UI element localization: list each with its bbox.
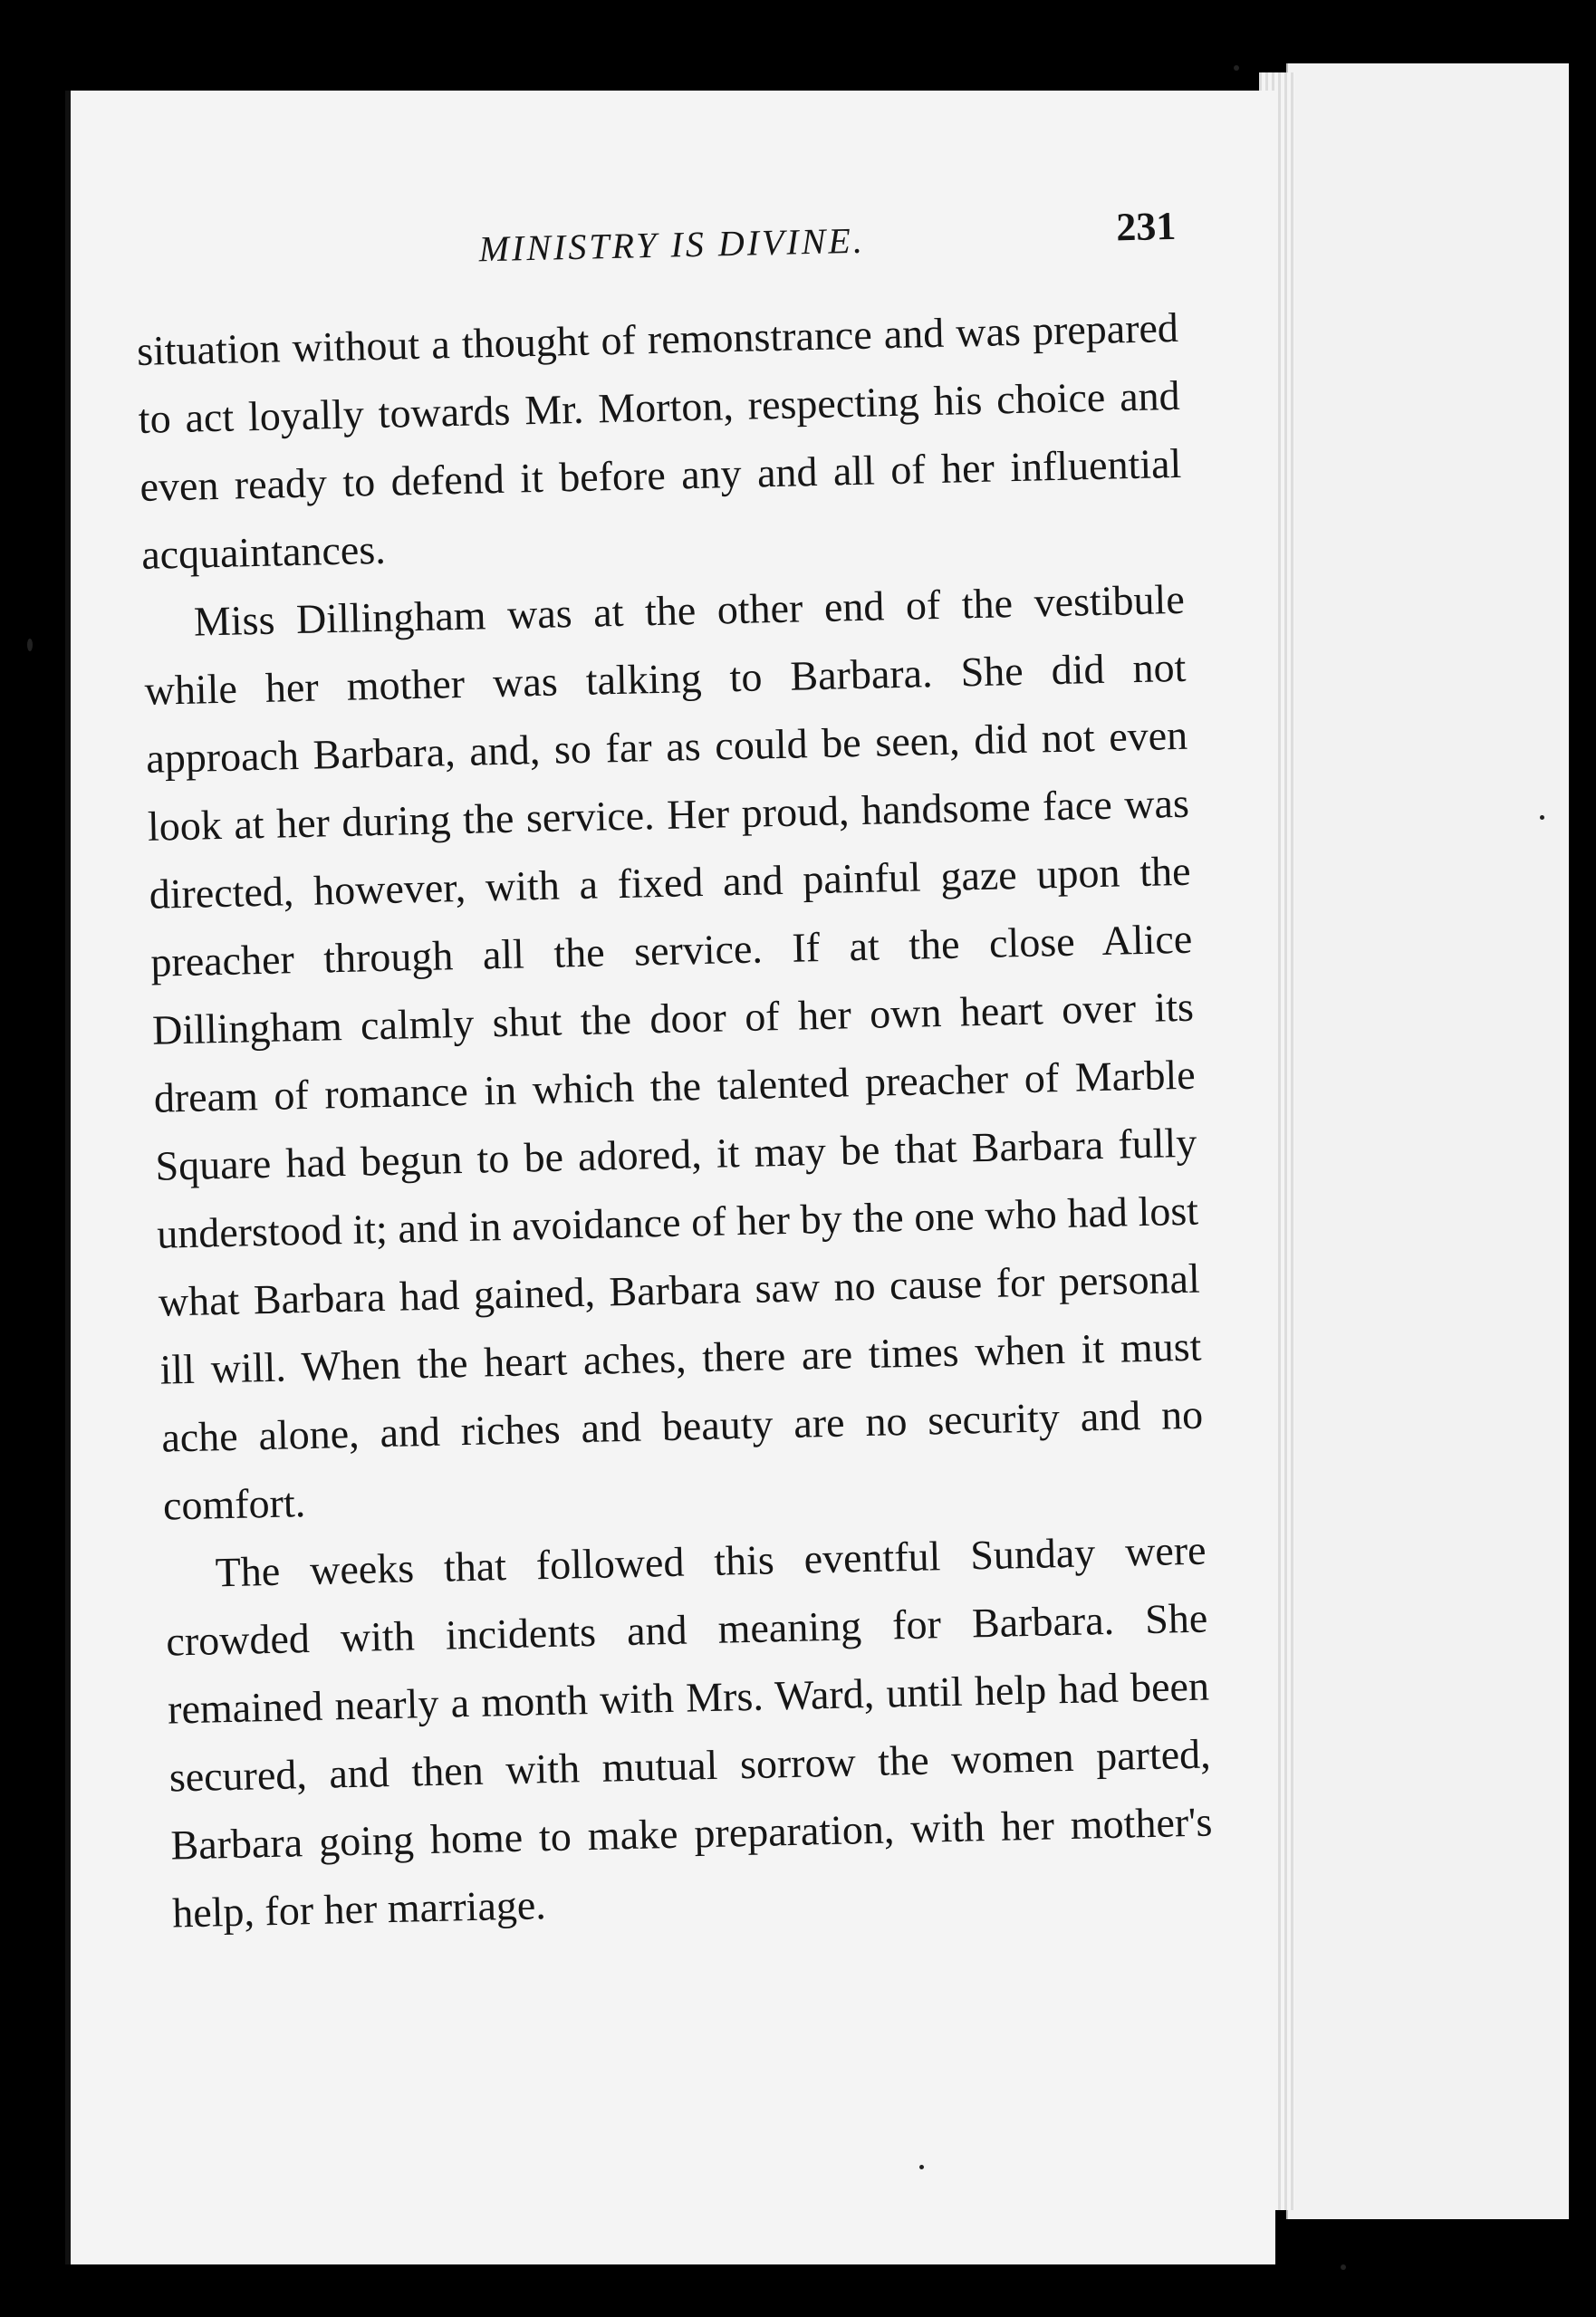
book-page	[65, 91, 1275, 2264]
page-number: 231	[1115, 203, 1177, 250]
page-content	[134, 203, 1215, 1947]
scan-speck	[1234, 65, 1239, 71]
scan-speck	[1341, 2264, 1346, 2270]
page-header	[134, 203, 1177, 290]
paragraph-3: The weeks that followed this eventful Sunday were crowded with incidents and meaning for Barbara. She remained nearly a month with Mrs. Ward, until help had been secured, and then with mutual sorrow the women parted, Barbara going home to make preparation, with her mother's help, for her marriage.	[165, 1526, 1213, 1937]
scan-speck	[27, 639, 33, 651]
page-edge	[1286, 63, 1569, 2219]
scan-speck	[1540, 815, 1544, 820]
scan-speck	[919, 2165, 924, 2169]
running-head: MINISTRY IS DIVINE.	[478, 219, 866, 270]
paragraph-1: situation without a thought of remonstrance and was prepared to act loyally towards Mr. Morton, respecting his choice and even ready to defend it before any and all of her influential acquaintances.	[136, 303, 1182, 578]
paragraph-2: Miss Dillingham was at the other end of the vestibule while her mother was talking to Barbara. She did not approach Barbara, and, so far as could be seen, did not even look at her during the service. Her proud, handsome face was directed, however, with a fixed and painful gaze upon the preacher through all the service. If at the close Alice Dillingham calmly shut the door of her own heart over its dream of romance in which the talented preacher of Marble Square had begun to be adored, it may be that Barbara fully understood it; and in avoidance of her by the one who had lost what Barbara had gained, Barbara saw no cause for personal ill will. When the heart aches, there are times when it must ache alone, and riches and beauty are no security and no comfort.	[144, 575, 1204, 1529]
